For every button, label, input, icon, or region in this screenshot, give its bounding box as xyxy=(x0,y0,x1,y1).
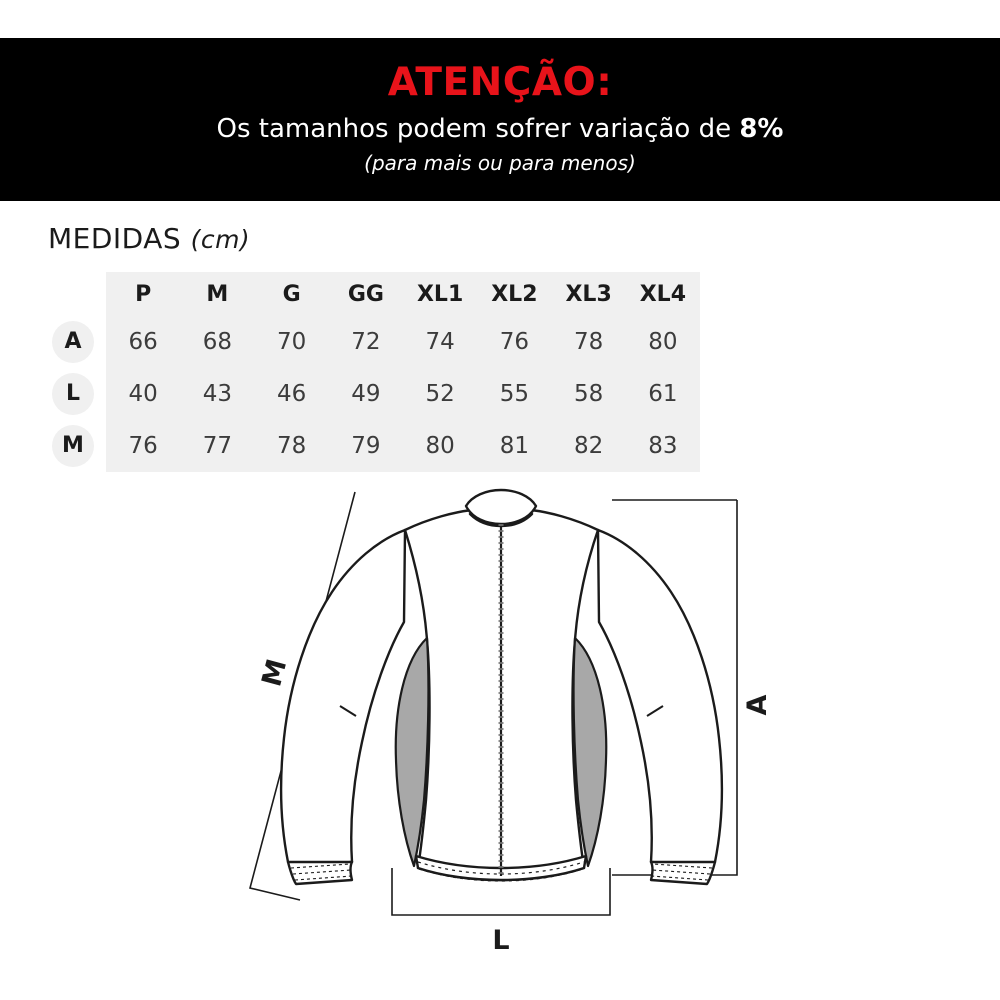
size-table-header xyxy=(40,272,700,316)
dimension-label-l: L xyxy=(492,925,510,956)
garment-illustration xyxy=(0,470,1000,1000)
col-header-gg: GG xyxy=(329,272,403,316)
left-cuff xyxy=(288,862,352,884)
size-table-wrapper xyxy=(40,272,700,472)
table-row xyxy=(40,316,700,368)
banner-variation-percent: 8% xyxy=(739,113,784,144)
measurements-heading xyxy=(48,222,250,255)
cell-a-p: 66 xyxy=(106,316,180,368)
cell-a-gg: 72 xyxy=(329,316,403,368)
col-header-m: M xyxy=(180,272,254,316)
banner-note: (para mais ou para menos) xyxy=(364,150,636,175)
banner-subtitle-text: Os tamanhos podem sofrer variação de xyxy=(216,113,740,144)
cell-m-xl2: 81 xyxy=(477,420,551,472)
banner-subtitle xyxy=(0,115,1000,145)
dimension-label-m: M xyxy=(256,655,294,690)
measurements-unit: (cm) xyxy=(190,225,251,254)
table-corner-cell xyxy=(40,272,106,316)
size-table xyxy=(40,272,700,472)
left-sleeve xyxy=(281,530,405,866)
cell-a-xl2: 76 xyxy=(477,316,551,368)
cell-m-gg: 79 xyxy=(329,420,403,472)
table-row xyxy=(40,420,700,472)
cell-a-xl3: 78 xyxy=(552,316,626,368)
row-label-a xyxy=(40,316,106,368)
measurements-label: MEDIDAS xyxy=(48,222,182,255)
col-header-xl4: XL4 xyxy=(626,272,700,316)
right-sleeve xyxy=(598,530,722,866)
cell-l-g: 46 xyxy=(255,368,329,420)
cell-l-xl4: 61 xyxy=(626,368,700,420)
cell-a-m: 68 xyxy=(180,316,254,368)
cell-m-g: 78 xyxy=(255,420,329,472)
attention-banner xyxy=(0,38,1000,201)
cell-m-xl4: 83 xyxy=(626,420,700,472)
col-header-xl1: XL1 xyxy=(403,272,477,316)
cell-m-p: 76 xyxy=(106,420,180,472)
col-header-g: G xyxy=(255,272,329,316)
table-header-row xyxy=(40,272,700,316)
banner-title: ATENÇÃO: xyxy=(387,60,613,105)
col-header-xl3: XL3 xyxy=(552,272,626,316)
row-label-l-badge: L xyxy=(52,373,94,415)
cell-l-p: 40 xyxy=(106,368,180,420)
size-table-body xyxy=(40,316,700,472)
cell-m-xl1: 80 xyxy=(403,420,477,472)
row-label-m-badge: M xyxy=(52,425,94,467)
cell-l-m: 43 xyxy=(180,368,254,420)
right-cuff xyxy=(651,862,715,884)
cell-l-xl3: 58 xyxy=(552,368,626,420)
row-label-l xyxy=(40,368,106,420)
col-header-p: P xyxy=(106,272,180,316)
cell-l-xl1: 52 xyxy=(403,368,477,420)
dimension-label-a: A xyxy=(742,694,773,716)
row-label-a-badge: A xyxy=(52,321,94,363)
cell-m-xl3: 82 xyxy=(552,420,626,472)
cell-m-m: 77 xyxy=(180,420,254,472)
row-label-m xyxy=(40,420,106,472)
cell-a-xl4: 80 xyxy=(626,316,700,368)
col-header-xl2: XL2 xyxy=(477,272,551,316)
label-m-sleeve xyxy=(256,656,293,690)
cell-a-g: 70 xyxy=(255,316,329,368)
cell-l-gg: 49 xyxy=(329,368,403,420)
cell-a-xl1: 74 xyxy=(403,316,477,368)
cell-l-xl2: 55 xyxy=(477,368,551,420)
table-row xyxy=(40,368,700,420)
